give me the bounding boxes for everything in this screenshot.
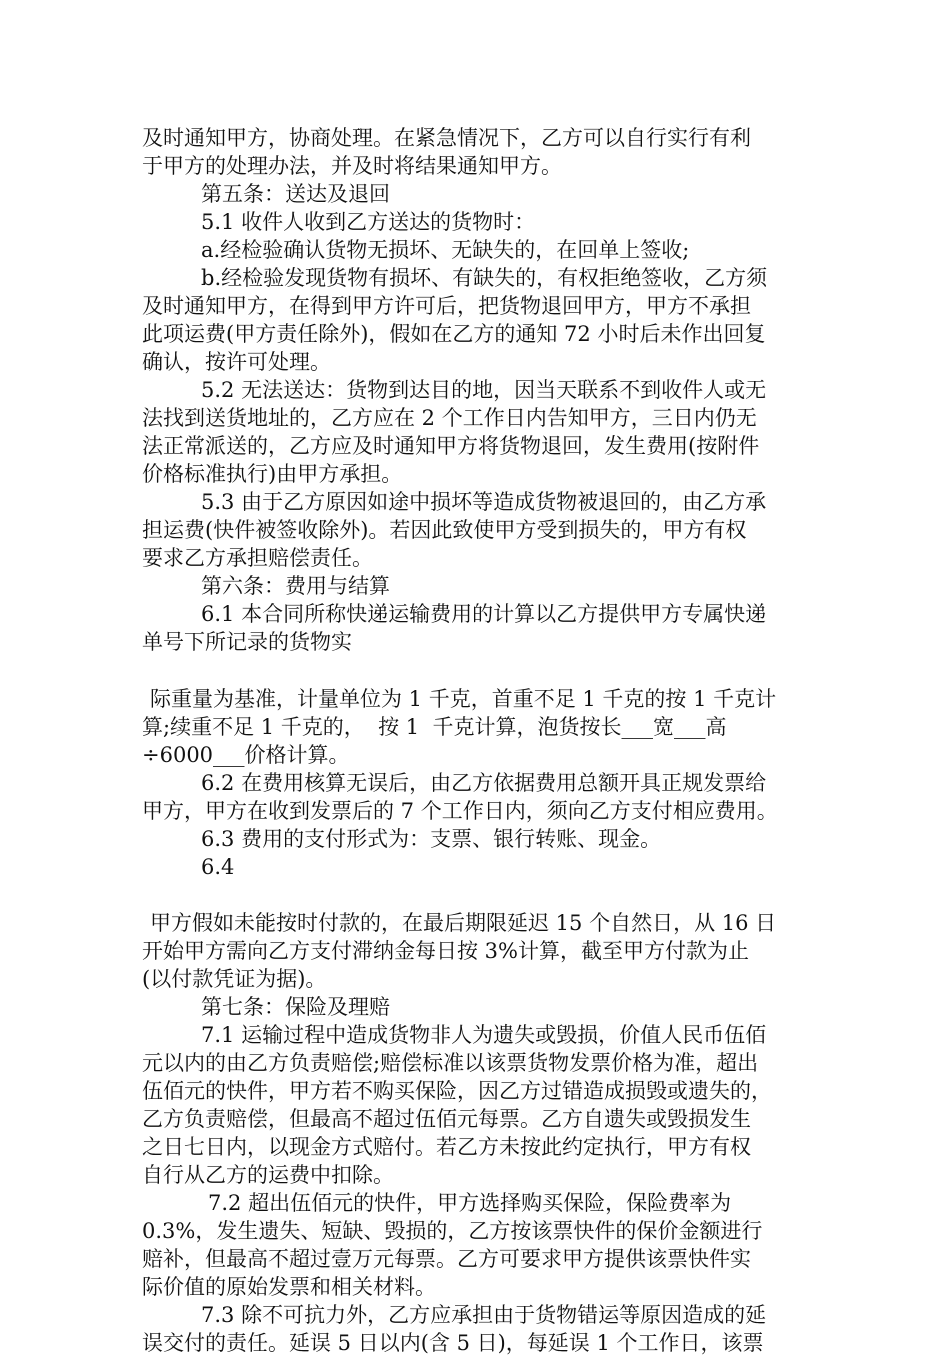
text-line: 价格标准执行)由甲方承担。 [142,462,403,486]
text-line: 0.3%，发生遗失、短缺、毁损的，乙方按该票快件的保价金额进行 [142,1219,763,1243]
text-line: 5.1 收件人收到乙方送达的货物时： [201,210,536,234]
text-line: 6.1 本合同所称快递运输费用的计算以乙方提供甲方专属快递 [201,602,767,626]
text-line: 6.3 费用的支付形式为：支票、银行转账、现金。 [201,827,662,851]
text-line: 自行从乙方的运费中扣除。 [142,1163,394,1187]
text-line: 误交付的责任。延误 5 日以内(含 5 日)，每延误 1 个工作日，该票 [142,1331,764,1355]
text-line: 甲方假如未能按时付款的，在最后期限延迟 15 个自然日，从 16 日 [150,911,777,935]
text-line: 赔补，但最高不超过壹万元每票。乙方可要求甲方提供该票快件实 [142,1247,751,1271]
text-line: 于甲方的处理办法，并及时将结果通知甲方。 [142,154,562,178]
text-line: 甲方，甲方在收到发票后的 7 个工作日内，须向乙方支付相应费用。 [142,799,778,823]
text-line: 5.3 由于乙方原因如途中损坏等造成货物被退回的，由乙方承 [201,490,767,514]
text-line: 开始甲方需向乙方支付滞纳金每日按 3%计算，截至甲方付款为止 [142,939,749,963]
text-line: ÷6000___价格计算。 [142,743,350,767]
text-line: a.经检验确认货物无损坏、无缺失的，在回单上签收; [201,238,690,262]
text-line: 此项运费(甲方责任除外)，假如在乙方的通知 72 小时后未作出回复 [142,322,766,346]
text-line: 伍佰元的快件，甲方若不购买保险，因乙方过错造成损毁或遗失的， [142,1079,772,1103]
text-line: 7.2 超出伍佰元的快件，甲方选择购买保险，保险费率为 [208,1191,732,1215]
text-line: (以付款凭证为据)。 [142,967,327,991]
text-line: 际价值的原始发票和相关材料。 [142,1275,436,1299]
text-line: 要求乙方承担赔偿责任。 [142,546,373,570]
section-heading: 第六条：费用与结算 [201,574,390,598]
text-line: 之日七日内，以现金方式赔付。若乙方未按此约定执行，甲方有权 [142,1135,751,1159]
text-line: 5.2 无法送达：货物到达目的地，因当天联系不到收件人或无 [201,378,767,402]
text-line: 算;续重不足 1 千克的， 按 1 千克计算，泡货按长___宽___高 [142,715,727,739]
text-line: 及时通知甲方，在得到甲方许可后，把货物退回甲方，甲方不承担 [142,294,751,318]
text-line: 及时通知甲方，协商处理。在紧急情况下，乙方可以自行实行有利 [142,126,751,150]
text-line: 际重量为基准，计量单位为 1 千克，首重不足 1 千克的按 1 千克计 [150,687,777,711]
text-line: 担运费(快件被签收除外)。若因此致使甲方受到损失的，甲方有权 [142,518,747,542]
text-line: 单号下所记录的货物实 [142,630,352,654]
text-line: 7.3 除不可抗力外，乙方应承担由于货物错运等原因造成的延 [201,1303,767,1327]
text-line: 乙方负责赔偿，但最高不超过伍佰元每票。乙方自遗失或毁损发生 [142,1107,751,1131]
section-heading: 第五条：送达及退回 [201,182,390,206]
text-line: 7.1 运输过程中造成货物非人为遗失或毁损，价值人民币伍佰 [201,1023,767,1047]
text-line: 法找到送货地址的，乙方应在 2 个工作日内告知甲方，三日内仍无 [142,406,757,430]
text-line: 法正常派送的，乙方应及时通知甲方将货物退回，发生费用(按附件 [142,434,760,458]
text-line: 6.2 在费用核算无误后，由乙方依据费用总额开具正规发票给 [201,771,767,795]
text-line: b.经检验发现货物有损坏、有缺失的，有权拒绝签收，乙方须 [201,266,768,290]
text-line: 元以内的由乙方负责赔偿;赔偿标准以该票货物发票价格为准，超出 [142,1051,759,1075]
text-line: 确认，按许可处理。 [142,350,331,374]
text-line: 6.4 [201,855,235,879]
section-heading: 第七条：保险及理赔 [201,995,390,1019]
